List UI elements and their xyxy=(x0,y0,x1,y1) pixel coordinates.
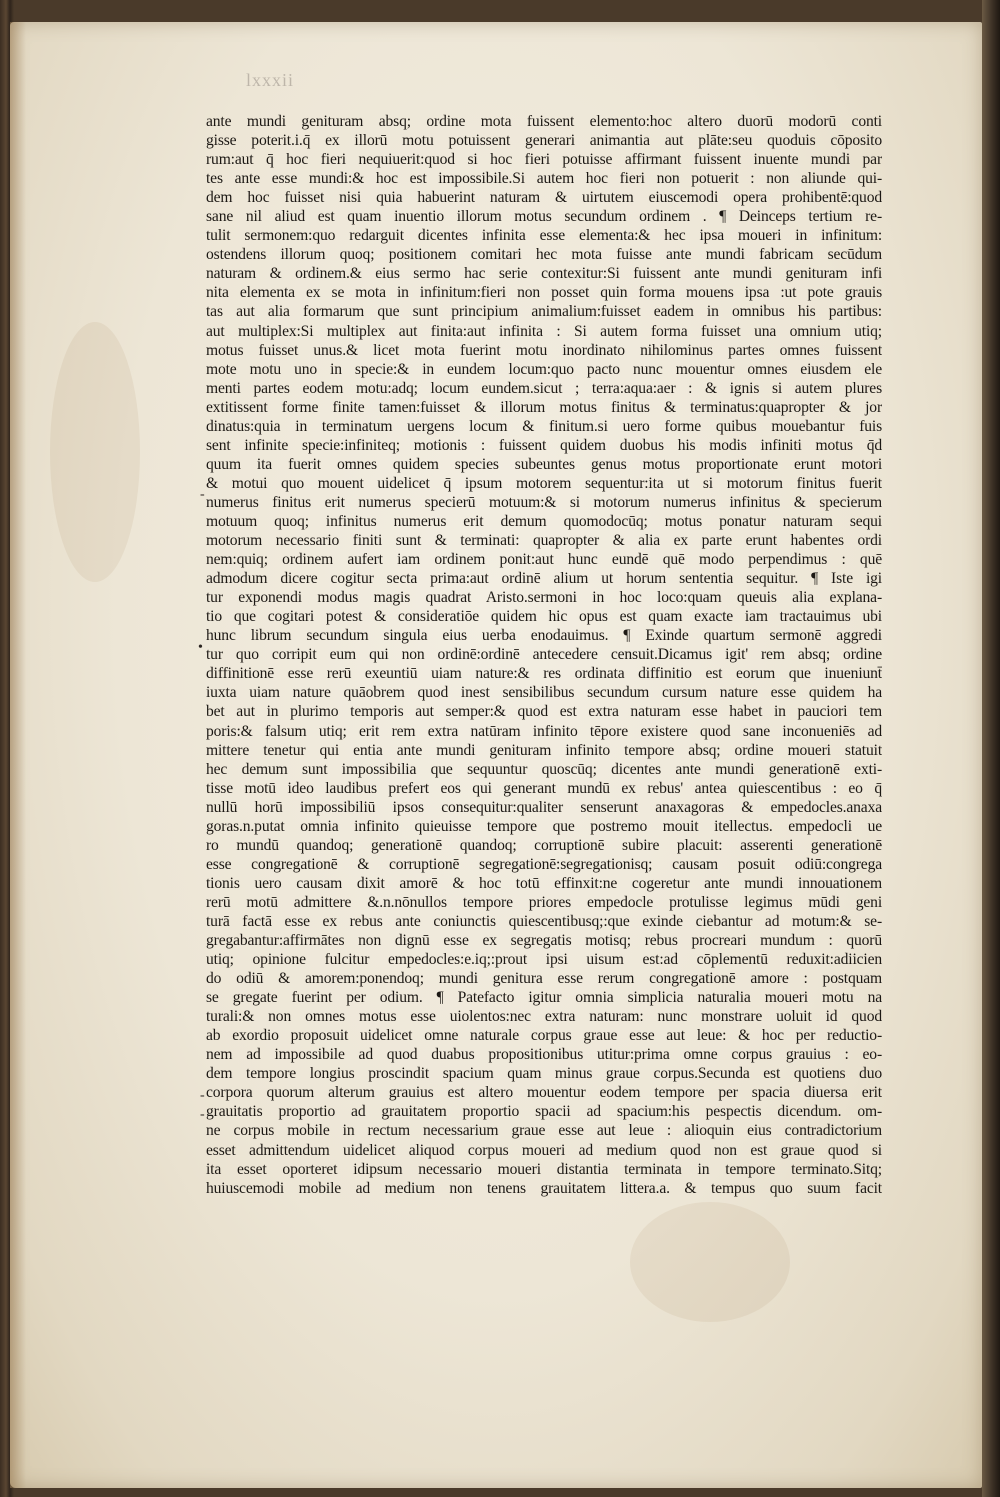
text-line: tur quo corripit eum qui non ordinē:ordinē antecedere censuit.Dicamus igit' rem absq; ordine xyxy=(206,646,882,664)
text-line: do odiū & amorem:ponendoq; mundi genitura esse rerum congregationē amore : postquam xyxy=(206,970,882,988)
text-line: nita elementa ex se mota in infinitum:fieri non posset quin forma mouens ipsa :ut pote grauis xyxy=(206,284,882,302)
text-line: hunc librum secundum singula eius uerba enodauimus. ¶ Exinde quartum sermonē aggredi xyxy=(206,627,882,645)
text-line: iuxta uiam nature quāobrem quod inest sensibilibus secundum cursum nature esse quidem ha xyxy=(206,684,882,702)
text-line: motuum quoq; infinitus numerus erit demum quomodocūq; motus ponatur naturam sequi xyxy=(206,512,882,530)
text-line: naturam & ordinem.& eius sermo hac serie contexitur:Si fuissent ante mundi genituram infi xyxy=(206,265,882,283)
text-line: & motui quo mouent uidelicet q̄ ipsum motorem sequentur:ita ut si motorum finitus fuerit xyxy=(206,474,882,492)
text-line: sent infinite specie:infiniteq; motionis : fuissent quidem duobus his modis infiniti motus q̄d xyxy=(206,436,882,454)
paper-stain xyxy=(630,1202,790,1322)
text-line: aut multiplex:Si multiplex aut finita:aut infinita : Si autem forma fuisset una omnium utiq; xyxy=(206,322,882,340)
text-line: motorum necessario finiti sunt & terminati: quapropter & alia ex parte erunt habentes ordi xyxy=(206,532,882,550)
text-line: goras.n.putat omnia infinito quieuisse tempore que postremo mouit itellectus. empedocli ue xyxy=(206,817,882,835)
text-line: mote motu uno in specie:& in eundem locum:quo pacto nunc mouentur omnes eiusdem ele xyxy=(206,360,882,378)
text-line: gisse poterit.i.q̄ ex illorū motu potuissent generari animantia aut plāte:seu quoduis cōposito xyxy=(206,132,882,150)
text-line: dem tempore longius proscindit spacium quam minus graue corpus.Secunda est quotiens duo xyxy=(206,1065,882,1083)
text-line: poris:& falsum utiq; erit rem extra natūram infinito tēpore existere quod sane inconueniēs ad xyxy=(206,722,882,740)
text-line: ab exordio proposuit uidelicet omne naturale corpus graue esse aut leue: & hoc per reductio- xyxy=(206,1027,882,1045)
text-line: sane nil aliud est quam inuentio illorum motus secundum ordinem . ¶ Deinceps tertium re- xyxy=(206,208,882,226)
text-line: tes ante esse mundi:& hoc est impossibile.Si autem hoc fieri non potuerit : non aliunde qui- xyxy=(206,170,882,188)
text-line: turā factā esse ex rebus ante coniunctis quiescentibusq;:que exinde ciebantur ad motum:& se- xyxy=(206,912,882,930)
text-line: se gregate fuerint per odium. ¶ Patefacto igitur omnia simplicia naturalia moueri motu na xyxy=(206,989,882,1007)
text-line: nem:quiq; ordinem aufert iam ordinem ponit:aut hunc eundē quē modo perpendimus : quē xyxy=(206,551,882,569)
text-line: ita esset oporteret idipsum necessario moueri distantia terminata in tempore terminato.Sitq; xyxy=(206,1160,882,1178)
text-line: utiq; opinione fulcitur empedocles:e.iq;:prout ipsi uisum est:ad cōplementū reduxit:adiicien xyxy=(206,951,882,969)
text-line: tulit sermonem:quo redarguit dicentes infinita esse elementa:& hec ipsa moueri in infinitum: xyxy=(206,227,882,245)
text-line: rerū motū admittere &.n.nōnullos tempore priores empedocle protulisse legimus mūdi geni xyxy=(206,893,882,911)
text-line: motus fuisset unus.& licet mota fuerint motu inordinato nihilominus partes omnes fuissent xyxy=(206,341,882,359)
text-line: menti partes eodem motu:adq; locum eundem.sicut ; terra:aqua:aer : & ignis si autem plures xyxy=(206,379,882,397)
text-line: rum:aut q̄ hoc fieri nequiuerit:quod si hoc fieri potuisse affirmant fuissent inuente mundi par xyxy=(206,151,882,169)
paper-stain xyxy=(50,322,140,582)
margin-mark: - xyxy=(200,1088,205,1103)
margin-mark: • xyxy=(198,640,203,655)
text-line: esset admittendum uidelicet aliquod corpus moueri ad medium quod non est graue quod si xyxy=(206,1141,882,1159)
text-line: hec demum sunt impossibilia que sequuntur quoscūq; dicentes ante mundi generationē exti- xyxy=(206,760,882,778)
page-text-block xyxy=(206,112,882,1198)
text-line: tur exponendi modus magis quadrat Aristo.sermoni in hoc loco:quam queuis alia explana- xyxy=(206,589,882,607)
text-line: tio que cogitari potest & consideratiōe quidem hic opus est quam exacte iam tractauimus ubi xyxy=(206,608,882,626)
text-line: diffinitionē esse rerū exeuntiū uiam nature:& res ordinata diffinitio est eorum que inueniunt̄ xyxy=(206,665,882,683)
text-line: grauitatis proportio ad grauitatem proportio spacii ad spacium:his pespectis dicendum. om- xyxy=(206,1103,882,1121)
folio-number: lxxxii xyxy=(246,70,295,90)
text-line: esse congregationē & corruptionē segregationē:segregationisq; causam posuit odiū:congrega xyxy=(206,855,882,873)
text-line: mittere tenetur qui entia ante mundi genituram infinito tempore absq; ordine moueri statuit xyxy=(206,741,882,759)
text-line: turali:& non omnes motus esse uiolentos:nec extra naturam: nunc monstrare uoluit id quod xyxy=(206,1008,882,1026)
text-line: dinatus:quia in terminatum uergens locum & finitum.si uero forme quibus mouebantur fuis xyxy=(206,417,882,435)
text-line: ostendens illorum quoq; positionem comitari hec mota fuisse ante mundi fabricam secūdum xyxy=(206,246,882,264)
text-line: nem ad impossibile ad quod duabus propositionibus utitur:prima omne corpus grauius : eo- xyxy=(206,1046,882,1064)
margin-mark: - xyxy=(200,1107,205,1122)
text-line: extitissent forme finite tamen:fuisset & illorum motus finitus & terminatus:quapropter & jor xyxy=(206,398,882,416)
text-line: tas aut alia formarum que sunt principium animalium:fuisset eadem in omnibus his partibus: xyxy=(206,303,882,321)
text-line: corpora quorum alterum grauius est altero mouentur eodem tempore per spacia diuersa erit xyxy=(206,1084,882,1102)
text-line: tionis uero causam dixit amorē & hoc totū effinxit:ne cogeretur ante mundi innouationem xyxy=(206,874,882,892)
text-line: bet aut in plurimo temporis aut semper:& quod est extra naturam esse habet in pauciori tem xyxy=(206,703,882,721)
book-binding-edge xyxy=(982,0,1000,1497)
text-line: gregabantur:affirmātes non dignū esse ex segregatis motisq; rebus procreari mundum : quorū xyxy=(206,932,882,950)
text-line: nullū horū impossibiliū ipsos consequitur:qualiter senserunt anaxagoras & empedocles.anaxa xyxy=(206,798,882,816)
text-line: huiuscemodi mobile ad medium non tenens grauitatem littera.a. & tempus quo suum facit xyxy=(206,1179,882,1197)
text-line: ro mundū quandoq; generationē quandoq; corruptionē subire placuit: asserenti generationē xyxy=(206,836,882,854)
text-line: ne corpus mobile in rectum necessarium graue esse aut leue : alioquin eius contradictorium xyxy=(206,1122,882,1140)
text-line: dem hoc fuisset nisi quia habuerint naturam & uirtutem eiuscemodi opera prohibentē:quod xyxy=(206,189,882,207)
text-line: tisse motū ideo laudibus prefert eos qui generant mundū ex rebus' antea quiescentibus : eo q̄ xyxy=(206,779,882,797)
text-line: quum ita fuerit omnes quidem species subeuntes genus motus proportionate erunt motori xyxy=(206,455,882,473)
text-line: admodum dicere cogitur secta prima:aut ordinē alium ut horum sententia sequitur. ¶ Iste igi xyxy=(206,570,882,588)
margin-mark: - xyxy=(200,487,205,502)
text-line: numerus finitus erit numerus specierū motuum:& si motorum numerus infinitus & specierum xyxy=(206,493,882,511)
text-line: ante mundi genituram absq; ordine mota fuissent elemento:hoc altero duorū modorū conti xyxy=(206,113,882,130)
